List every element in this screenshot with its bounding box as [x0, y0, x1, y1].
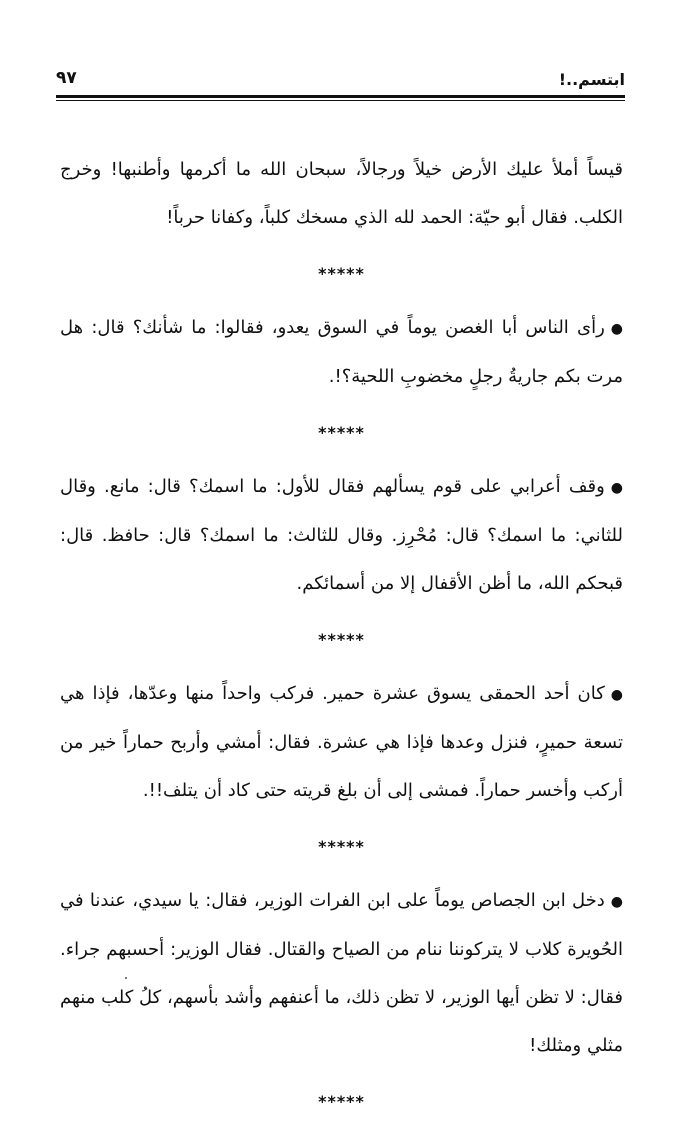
paragraph-1 — [60, 146, 623, 242]
paragraph-text: وقف أعرابي على قوم يسألهم فقال للأول: ما اسمك؟ قال: مانع. وقال للثاني: ما اسمك؟ قال: مُحْرِز. وقال للثالث: ما اسمك؟ قال: حافظ. قال: قبحكم الله، ما أظن الأقفال إلا من أسمائكم. — [60, 476, 623, 594]
paragraph-text: كان أحد الحمقى يسوق عشرة حمير. فركب واحداً منها وعدّها، فإذا هي تسعة حميرٍ، فنزل وعدها فإذا هي عشرة. فقال: أمشي وأربح حماراً خير من أركب وأخسر حماراً. فمشى إلى أن بلغ قريته حتى كاد أن يتلف!!. — [60, 683, 623, 801]
bullet-icon: ● — [610, 687, 623, 703]
header-rule-thick — [56, 95, 625, 98]
bullet-icon: ● — [610, 321, 623, 337]
paragraph-text: دخل ابن الجصاص يوماً على ابن الفرات الوزير، فقال: يا سيدي، عندنا في الحُويرة كلاب لا يتركوننا ننام من الصياح والقتال. فقال الوزير: أحسبهم جراء. فقال: لا تظن أيها الوزير، لا تظن ذلك، ما أعنفهم وأشد بأسهم، كلُ كلب منهم مثلي ومثلك! — [60, 890, 623, 1056]
header-rule-thin — [56, 100, 625, 101]
page-number: ٩٧ — [56, 68, 77, 88]
paragraph-text: رأى الناس أبا الغصن يوماً في السوق يعدو، فقالوا: ما شأنك؟ قال: هل مرت بكم جاريةُ رجلٍ مخضوبِ اللحية؟!. — [60, 317, 623, 387]
paragraph-text: قيساً أملأ عليك الأرض خيلاً ورجالاً، سبحان الله ما أكرمها وأطنبها! وخرج الكلب. فقال أبو حيّة: الحمد لله الذي مسخك كلباً، وكفانا حرباً! — [60, 159, 623, 228]
bullet-icon: ● — [610, 894, 623, 910]
page-body — [60, 146, 623, 1132]
bullet-icon: ● — [610, 480, 623, 496]
section-separator: ***** — [318, 630, 365, 649]
paragraph-4 — [60, 670, 623, 815]
paragraph-5 — [60, 877, 623, 1070]
scan-speck — [125, 977, 127, 979]
section-separator: ***** — [318, 423, 365, 442]
running-title: ابتسم..! — [558, 70, 625, 89]
page-header — [56, 66, 625, 96]
paragraph-3 — [60, 463, 623, 608]
section-separator: ***** — [318, 1092, 365, 1111]
paragraph-2 — [60, 304, 623, 401]
section-separator: ***** — [318, 837, 365, 856]
section-separator: ***** — [318, 264, 365, 283]
